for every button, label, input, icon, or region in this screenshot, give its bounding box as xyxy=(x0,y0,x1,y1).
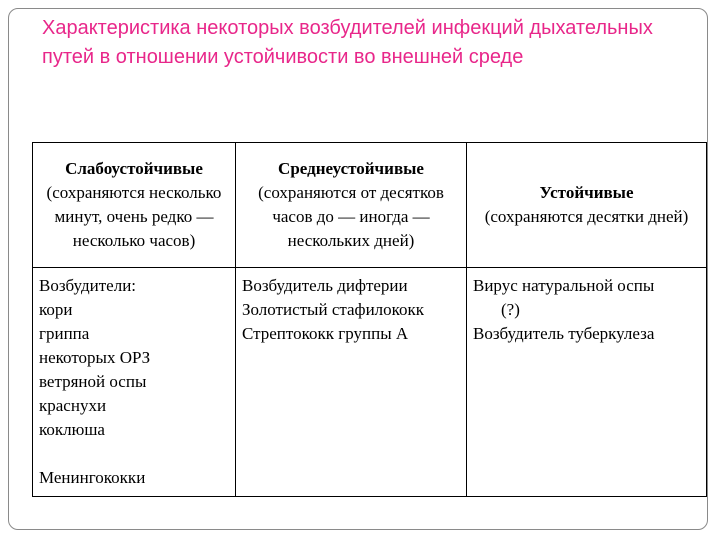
list-item: некоторых ОРЗ xyxy=(39,348,151,367)
header-title: Слабоустойчивые xyxy=(65,159,203,178)
list-item: краснухи xyxy=(39,396,107,415)
cell-low-resistance xyxy=(33,268,236,497)
cell-high-resistance xyxy=(467,268,707,497)
list-item: ветряной оспы xyxy=(39,372,147,391)
header-subtitle: (сохраняются от десятков часов до — иногда — нескольких дней) xyxy=(258,183,444,250)
spacer xyxy=(39,442,229,466)
header-subtitle: (сохраняются десятки дней) xyxy=(484,207,689,226)
slide-title: Характеристика некоторых возбудителей инфекций дыхательных путей в отношении устойчивости во внешней среде xyxy=(42,17,653,68)
header-subtitle: (сохраняются несколько минут, очень редко — несколько часов) xyxy=(46,183,222,250)
list-item-note: (?) xyxy=(501,300,520,319)
pathogens-lead: Возбудители: xyxy=(39,276,137,295)
header-low-resistance xyxy=(33,143,236,268)
list-item: гриппа xyxy=(39,324,90,343)
list-item: Возбудитель туберкулеза xyxy=(473,324,655,343)
list-item: коклюша xyxy=(39,420,105,439)
list-item: Вирус натуральной оспы xyxy=(473,276,655,295)
header-high-resistance xyxy=(467,143,707,268)
header-medium-resistance xyxy=(236,143,467,268)
cell-medium-resistance xyxy=(236,268,467,497)
list-item-meningococci: Менингококки xyxy=(39,468,146,487)
table-header-row xyxy=(33,143,707,268)
list-item: Возбудитель дифтерии xyxy=(242,276,408,295)
list-item: Золотистый стафилококк xyxy=(242,300,425,319)
pathogen-table xyxy=(32,142,707,497)
list-item: Стрептококк группы А xyxy=(242,324,409,343)
list-item: кори xyxy=(39,300,73,319)
header-title: Среднеустойчивые xyxy=(278,159,424,178)
header-title: Устойчивые xyxy=(539,183,634,202)
table-body-row xyxy=(33,268,707,497)
